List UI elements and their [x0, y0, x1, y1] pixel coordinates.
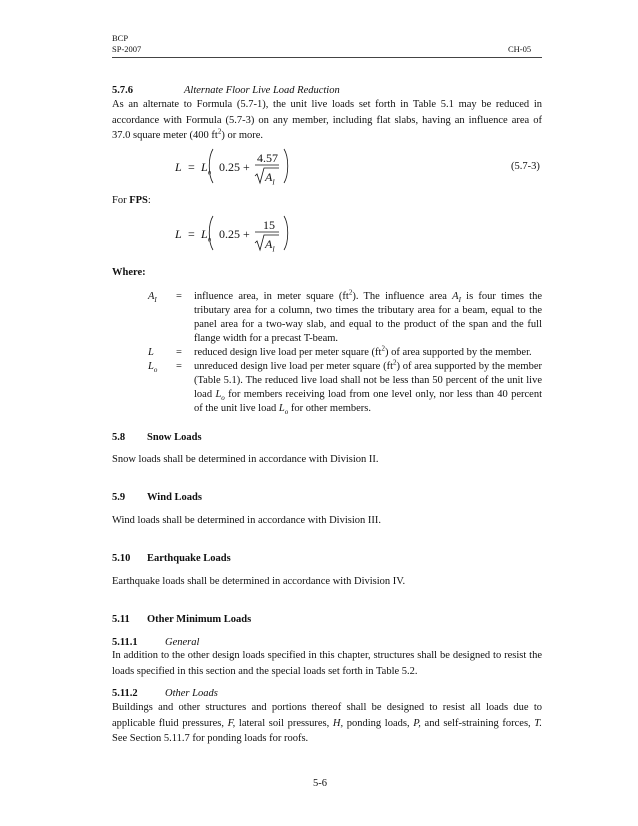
section-5-8-heading: 5.8 Snow Loads — [112, 432, 202, 443]
section-5-9-heading: 5.9 Wind Loads — [112, 492, 202, 503]
for-fps-label: For FPS: — [112, 195, 151, 206]
eq2-constant: 0.25 + — [219, 227, 250, 241]
section-5-11-2-heading: 5.11.2 Other Loads — [112, 688, 218, 699]
eq2-Lo: $L_o$ — [201, 227, 212, 244]
eq-numerator: 4.57 — [257, 151, 278, 165]
wind-loads-text: Wind loads shall be determined in accordance with Division III. — [112, 515, 381, 526]
eq2-denominator: $A_I$ — [265, 237, 275, 254]
earthquake-loads-text: Earthquake loads shall be determined in accordance with Division IV. — [112, 576, 406, 587]
definition-list — [148, 290, 542, 416]
header-chapter: CH-05 — [508, 44, 532, 54]
section-5-10-heading: 5.10 Earthquake Loads — [112, 553, 231, 564]
section-title: Alternate Floor Live Load Reduction — [184, 85, 340, 96]
def-equals: = — [176, 361, 182, 372]
general-text: In addition to the other design loads specified in this chapter, structures shall be designed to resist the loads specified in this section and the special loads set forth in Table 5.2. — [112, 650, 542, 677]
section-5-11-heading: 5.11 Other Minimum Loads — [112, 614, 252, 625]
eq-denominator: $A_I$ — [265, 170, 275, 187]
header-code: SP-2007 — [112, 44, 142, 54]
def-equals: = — [176, 347, 182, 358]
header-doc: BCP — [112, 33, 129, 43]
section-number: 5.7.6 — [112, 85, 133, 96]
eq-L: L — [175, 160, 182, 174]
eq2-numerator: 15 — [263, 218, 275, 232]
eq2-L: L — [175, 227, 182, 241]
paragraph-alternate-reduction: As an alternate to Formula (5.7-1), the unit live loads set forth in Table 5.1 may be reduced in accordance with Formula (5.7-3) on any member, including flat slabs, having an influence area of 37.0 square meter (400 $ft^2$) or more. — [112, 99, 542, 141]
header-rule — [112, 57, 542, 58]
eq-equals: = — [188, 160, 195, 174]
def-symbol: $L_o$ — [148, 361, 158, 375]
def-text: unreduced design live load per meter square $(ft^2)$ of area supported by the member (Table 5.1). The reduced live load shall not be less than 50 percent of the unit live load $L_o$ for members receiving load from one level only, nor less than 40 percent of the unit live load $L_o$ for other members. — [194, 358, 542, 417]
formula-fps — [175, 210, 305, 256]
def-equals: = — [176, 291, 182, 302]
other-loads-text: Buildings and other structures and portions thereof shall be designed to resist all loads due to applicable fluid pressures, F, lateral soil pressures, H, ponding loads, P, and self-straining forces, T. See Section 5.11.7 for ponding loads for roofs. — [112, 702, 542, 744]
eq-constant: 0.25 + — [219, 160, 250, 174]
snow-loads-text: Snow loads shall be determined in accordance with Division II. — [112, 454, 379, 465]
eq-Lo: $L_o$ — [201, 160, 212, 177]
equation-number: (5.7-3) — [511, 161, 540, 172]
section-5-11-1-heading: 5.11.1 General — [112, 637, 200, 648]
def-symbol: $A_I$ — [148, 291, 157, 305]
eq2-equals: = — [188, 227, 195, 241]
definition-L — [148, 346, 542, 360]
where-label: Where: — [112, 267, 146, 278]
page-number: 5-6 — [313, 778, 327, 789]
definition-AI — [148, 290, 542, 346]
formula-5-7-3 — [175, 143, 305, 189]
def-text: reduced design live load per meter square $(ft^2)$ of area supported by the member. — [194, 344, 532, 358]
def-symbol: L — [148, 347, 154, 358]
def-text: influence area, in meter square $(ft^2)$. The influence area $A_I$ is four times the tributary area for a column, two times the tributary area for a beam, equal to the panel area for a two-way slab, and equal to the product of the span and the full flange width for a precast T-beam. — [194, 288, 542, 344]
definition-Lo — [148, 360, 542, 416]
